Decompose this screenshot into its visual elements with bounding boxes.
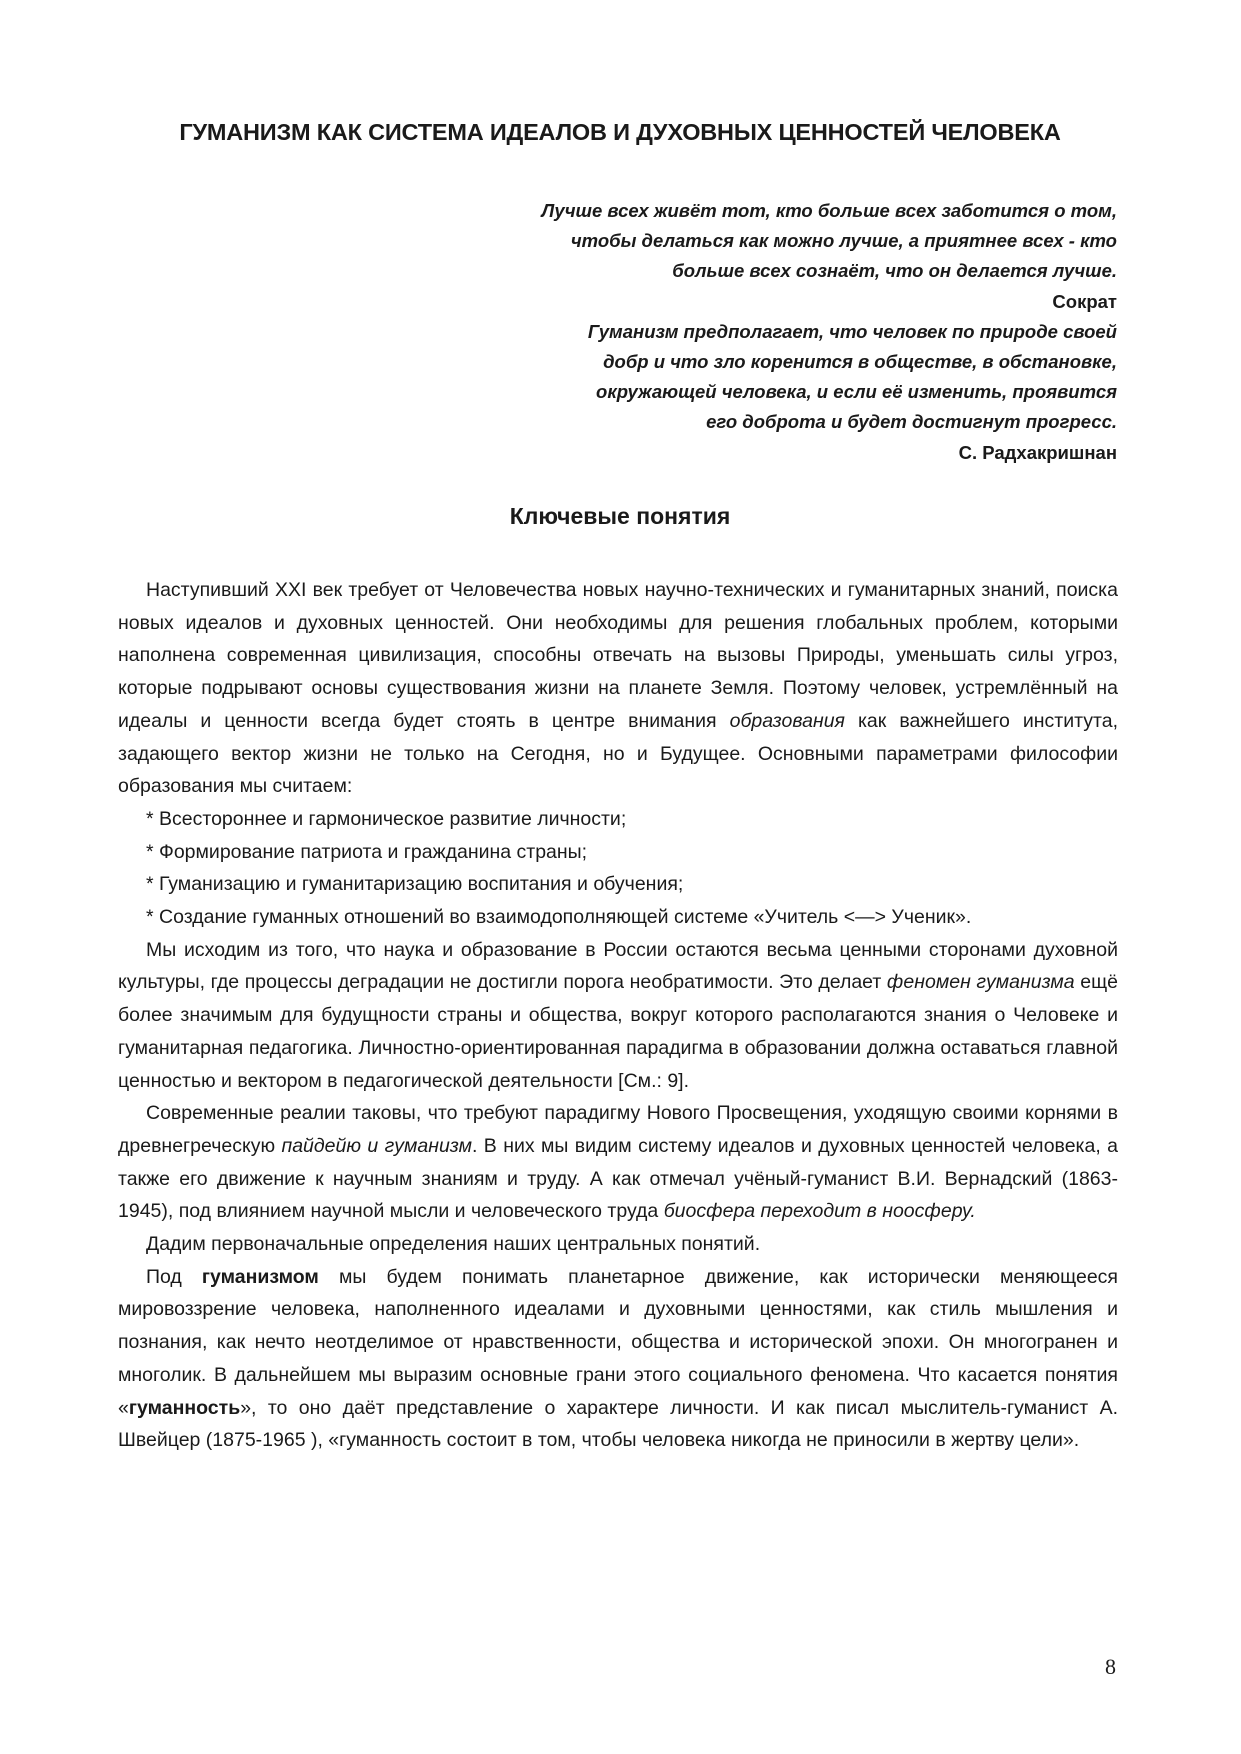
epigraph-author: С. Радхакришнан — [958, 441, 1117, 463]
list-item: * Формирование патриота и гражданина страны; — [146, 840, 588, 863]
epigraph-line: чтобы делаться как можно лучше, а приятнее всех - кто — [570, 230, 1117, 252]
paragraph: Мы исходим из того, что наука и образование в России остаются весьма ценными сторонами духовной культуры, где процессы деградации не достигли порога необратимости. Это делает феномен гуманизма ещё более значимым для будущности страны и общества, вокруг которого располагаются знания о Человеке и гуманитарная педагогика. Личностно-ориентированная парадигма в образовании должна оставаться главной ценностью и вектором в педагогической деятельности [См.: 9]. — [118, 938, 1118, 1092]
list-item: * Всестороннее и гармоническое развитие личности; — [146, 807, 627, 830]
epigraph-line: больше всех сознаёт, что он делается лучше. — [672, 260, 1117, 282]
epigraph-line: его доброта и будет достигнут прогресс. — [706, 411, 1117, 433]
epigraph-line: добр и что зло коренится в обществе, в обстановке, — [603, 351, 1117, 373]
paragraph: Современные реалии таковы, что требуют парадигму Нового Просвещения, уходящую своими корнями в древнегреческую пайдейю и гуманизм. В них мы видим систему идеалов и духовных ценностей человека, а также его движение к научным знаниям и труду. А как отмечал учёный-гуманист В.И. Вернадский (1863-1945), под влиянием научной мысли и человеческого труда биосфера переходит в ноосферу. — [118, 1102, 1118, 1223]
paragraph: Дадим первоначальные определения наших центральных понятий. — [146, 1233, 761, 1256]
epigraph-line: окружающей человека, и если её изменить, проявится — [596, 381, 1117, 403]
epigraph-line: Гуманизм предполагает, что человек по природе своей — [587, 320, 1117, 342]
list-item: * Гуманизацию и гуманитаризацию воспитания и обучения; — [146, 873, 684, 896]
epigraph-block — [417, 196, 1117, 468]
body-text — [118, 574, 1118, 1457]
paragraph: Под гуманизмом мы будем понимать планетарное движение, как исторически меняющееся мировоззрение человека, наполненного идеалами и духовными ценностями, как стиль мышления и познания, как нечто неотделимое от нравственности, общества и исторической эпохи. Он многогранен и многолик. В дальнейшем мы выразим основные грани этого социального феномена. Что касается понятия «гуманность», то оно даёт представление о характере личности. И как писал мыслитель-гуманист А. Швейцер (1875-1965 ), «гуманность состоит в том, чтобы человека никогда не приносили в жертву цели». — [118, 1265, 1118, 1452]
paragraph: Наступивший XXI век требует от Человечества новых научно-технических и гуманитарных знаний, поиска новых идеалов и духовных ценностей. Они необходимы для решения глобальных проблем, которыми наполнена современная цивилизация, способны отвечать на вызовы Природы, уменьшать силы угроз, которые подрывают основы существования жизни на планете Земля. Поэтому человек, устремлённый на идеалы и ценности всегда будет стоять в центре внимания образования как важнейшего института, задающего вектор жизни не только на Сегодня, но и Будущее. Основными параметрами философии образования мы считаем: — [118, 579, 1118, 798]
section-title: Ключевые понятия — [509, 503, 731, 529]
epigraph-author: Сократ — [1052, 290, 1117, 312]
list-item: * Создание гуманных отношений во взаимодополняющей системе «Учитель <—> Ученик». — [146, 906, 972, 929]
page-number: 8 — [1105, 1654, 1116, 1679]
epigraph-line: Лучше всех живёт тот, кто больше всех заботится о том, — [541, 200, 1117, 221]
page-title: ГУМАНИЗМ КАК СИСТЕМА ИДЕАЛОВ И ДУХОВНЫХ ЦЕННОСТЕЙ ЧЕЛОВЕКА — [179, 119, 1061, 145]
